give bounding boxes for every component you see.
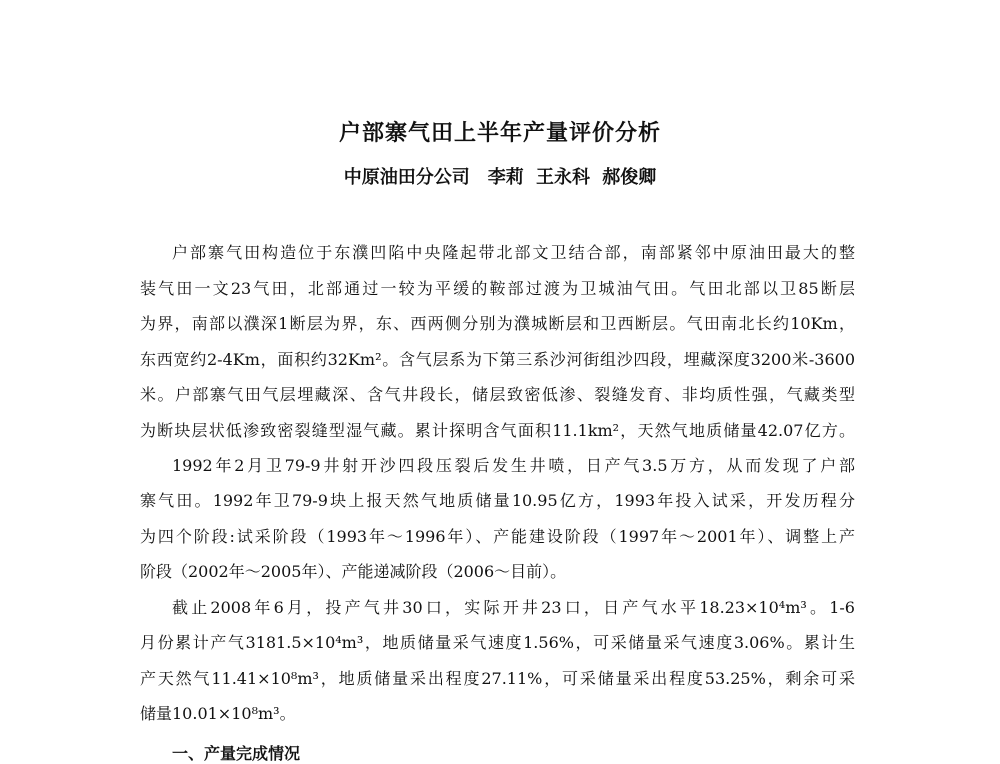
- paragraph-3-line: 月份累计产气3181.5×10⁴m³，地质储量采气速度1.56%，可采储量采气速度3.06%。累计生: [140, 633, 855, 652]
- paragraph-1-line: 东西宽约2-4Km，面积约32Km²。含气层系为下第三系沙河街组沙四段，埋藏深度3200米-3600: [140, 350, 855, 369]
- paragraph-1-line: 户部寨气田构造位于东濮凹陷中央隆起带北部文卫结合部，南部紧邻中原油田最大的整: [172, 243, 855, 262]
- paragraph-1-line: 为界，南部以濮深1断层为界，东、西两侧分别为濮城断层和卫西断层。气田南北长约10Km，: [140, 314, 855, 333]
- document-title: 户部寨气田上半年产量评价分析: [338, 120, 661, 146]
- authors: 中原油田分公司 李莉 王永科 郝俊卿: [343, 167, 657, 188]
- paragraph-2-line: 阶段（2002年～2005年）、产能递减阶段（2006～目前）。: [140, 562, 567, 581]
- paragraph-2-line: 寨气田。1992年卫79-9块上报天然气地质储量10.95亿方，1993年投入试采，开发历程分: [140, 491, 855, 510]
- section-heading: 一、产量完成情况: [172, 744, 301, 763]
- paragraph-2-line: 为四个阶段:试采阶段（1993年～1996年）、产能建设阶段（1997年～2001年）、调整上产: [140, 527, 855, 546]
- paragraph-2-line: 1992年2月卫79-9井射开沙四段压裂后发生井喷，日产气3.5万方，从而发现了户部: [172, 456, 855, 475]
- paragraph-1-line: 装气田一文23气田，北部通过一较为平缓的鞍部过渡为卫城油气田。气田北部以卫85断层: [140, 279, 855, 298]
- paragraph-3-line: 产天然气11.41×10⁸m³，地质储量采出程度27.11%，可采储量采出程度53.25%，剩余可采: [140, 669, 855, 688]
- paragraph-1-line: 为断块层状低渗致密裂缝型湿气藏。累计探明含气面积11.1km²，天然气地质储量42.07亿方。: [140, 421, 855, 440]
- paragraph-3-line: 截止2008年6月，投产气井30口，实际开井23口，日产气水平18.23×10⁴m³。1-6: [172, 598, 855, 617]
- paragraph-3-line: 储量10.01×10⁸m³。: [140, 704, 296, 723]
- paragraph-1-line: 米。户部寨气田气层埋藏深、含气井段长，储层致密低渗、裂缝发育、非均质性强，气藏类型: [140, 385, 855, 404]
